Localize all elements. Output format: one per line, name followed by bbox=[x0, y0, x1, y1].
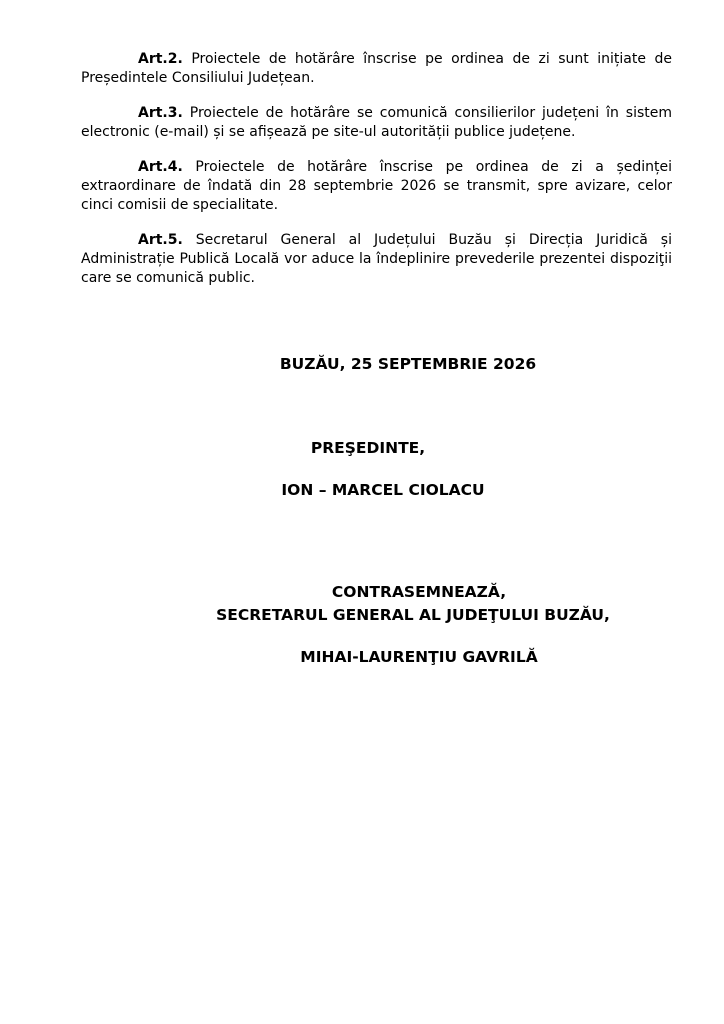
article-label: Art.3. bbox=[138, 105, 183, 121]
article-label: Art.4. bbox=[138, 159, 183, 175]
article-4 bbox=[81, 158, 672, 215]
article-text: Proiectele de hotărâre se comunică consilierilor județeni în sistem electronic (e-mail) și se afișează pe site-ul autorității publice județene. bbox=[81, 105, 672, 140]
countersign-role: SECRETARUL GENERAL AL JUDEŢULUI BUZĂU, bbox=[216, 606, 610, 624]
article-text: Secretarul General al Județului Buzău și Direcția Juridică și Administrație Publică Locală vor aduce la îndeplinire prevederile prezentei dispoziţii care se comunică public. bbox=[81, 232, 672, 286]
countersign-name: MIHAI-LAURENŢIU GAVRILĂ bbox=[300, 648, 538, 666]
president-name: ION – MARCEL CIOLACU bbox=[281, 481, 485, 499]
article-2 bbox=[81, 50, 672, 88]
article-label: Art.5. bbox=[138, 232, 183, 248]
place-date: BUZĂU, 25 SEPTEMBRIE 2026 bbox=[279, 355, 537, 373]
article-5 bbox=[81, 231, 672, 288]
countersign-title: CONTRASEMNEAZĂ, bbox=[331, 583, 507, 601]
article-text: Proiectele de hotărâre înscrise pe ordinea de zi sunt inițiate de Președintele Consiliului Județean. bbox=[81, 51, 672, 86]
president-title: PREŞEDINTE, bbox=[310, 439, 426, 457]
article-3 bbox=[81, 104, 672, 142]
article-text: Proiectele de hotărâre înscrise pe ordinea de zi a ședinței extraordinare de îndată din 28 septembrie 2026 se transmit, spre avizare, celor cinci comisii de specialitate. bbox=[81, 159, 672, 213]
article-label: Art.2. bbox=[138, 51, 183, 67]
articles-section bbox=[81, 50, 672, 304]
